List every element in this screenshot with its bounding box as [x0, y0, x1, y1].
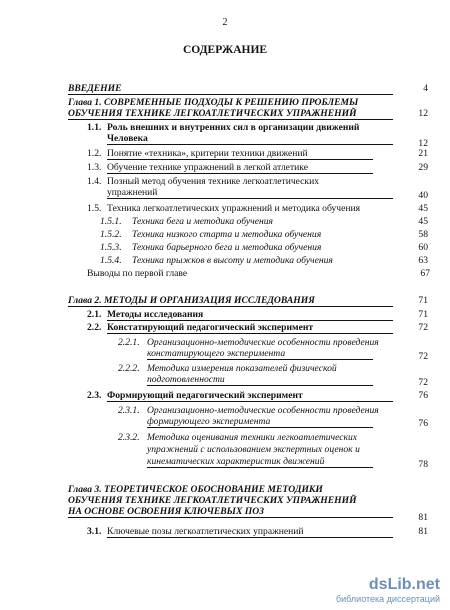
toc-num: 1.4.: [87, 176, 102, 187]
toc-page: 45: [418, 203, 428, 214]
toc-page: 21: [418, 148, 428, 159]
toc-page: 76: [418, 418, 428, 429]
toc-num: 1.3.: [87, 162, 102, 173]
toc-num: 2.3.2.: [118, 432, 140, 443]
toc-page: 71: [418, 309, 428, 320]
toc-entry-1-1: Роль внешних и внутренних сил в организации движений: [107, 122, 360, 133]
toc-num: 2.1.: [87, 309, 102, 320]
toc-page: 76: [418, 390, 428, 401]
toc-entry-2-3-1-cont: формирующего эксперимента: [147, 416, 373, 428]
toc-entry-1-5-3: Техника барьерного бега и методика обучения: [132, 242, 322, 253]
toc-entry-1-2: Понятие «техника», критерии техники движений: [107, 148, 373, 160]
toc-page: 67: [420, 268, 430, 279]
toc-entry-introduction: ВВЕДЕНИЕ: [68, 83, 393, 95]
toc-entry-2-3-2-cont: упражнений с использованием экспертных оценок и: [147, 444, 360, 455]
toc-chapter-2: Глава 2. МЕТОДЫ И ОРГАНИЗАЦИЯ ИССЛЕДОВАНИЯ: [68, 295, 393, 307]
watermark-subtitle: библиотека диссертаций: [335, 594, 440, 604]
toc-num: 2.2.: [87, 322, 102, 333]
toc-num: 2.2.1.: [118, 337, 140, 348]
toc-num: 1.2.: [87, 148, 102, 159]
toc-num: 1.5.1.: [100, 216, 122, 227]
toc-chapter-3-line-2: ОБУЧЕНИЯ ТЕХНИКЕ ЛЕГКОАТЛЕТИЧЕСКИХ УПРАЖНЕНИЙ: [68, 495, 357, 506]
toc-num: 1.1.: [87, 122, 102, 133]
toc-entry-2-2-1-cont: констатирующего эксперимента: [147, 348, 373, 360]
toc-page: 4: [423, 83, 428, 94]
toc-title: СОДЕРЖАНИЕ: [182, 44, 268, 56]
toc-entry-3-1: Ключевые позы легкоатлетических упражнений: [107, 526, 393, 538]
toc-num: 2.3.: [87, 390, 102, 401]
toc-entry-conclusions: Выводы по первой главе: [87, 268, 188, 279]
toc-page: 72: [418, 322, 428, 333]
toc-entry-1-1-cont: Человека: [107, 133, 393, 145]
page-number: 2: [222, 17, 228, 28]
toc-entry-1-3: Обучение технике упражнений в легкой атлетике: [107, 162, 373, 174]
toc-entry-2-3-2: Методика оценивания техники легкоатлетических: [147, 432, 358, 443]
toc-entry-1-5-1: Техника бега и методика обучения: [132, 216, 274, 227]
watermark: [336, 576, 440, 604]
toc-page: 81: [418, 512, 428, 523]
toc-entry-2-3-2-cont2: кинематических характеристик движений: [147, 456, 373, 468]
toc-entry-2-2-2: Методика измерения показателей физической: [147, 363, 337, 374]
toc-page: 58: [418, 229, 428, 240]
toc-entry-2-2: Констатирующий педагогический эксперимент: [107, 322, 393, 334]
toc-page: 71: [418, 295, 428, 306]
toc-entry-2-1: Методы исследования: [107, 309, 393, 321]
toc-page: 45: [418, 216, 428, 227]
toc-num: 2.2.2.: [118, 363, 140, 374]
toc-chapter-3-line-3: НА ОСНОВЕ ОСВОЕНИЯ КЛЮЧЕВЫХ ПОЗ: [68, 506, 393, 518]
toc-entry-1-5-4: Техника прыжков в высоту и методика обучения: [132, 255, 333, 266]
toc-entry-1-4: Позный метод обучения технике легкоатлетических: [107, 176, 320, 187]
toc-page: 29: [418, 162, 428, 173]
toc-num: 2.3.1.: [118, 405, 140, 416]
toc-num: 1.5.3.: [100, 242, 122, 253]
toc-entry-1-5: Техника легкоатлетических упражнений и методика обучения: [107, 203, 361, 214]
toc-chapter-1-line-2: ОБУЧЕНИЯ ТЕХНИКЕ ЛЕГКОАТЛЕТИЧЕСКИХ УПРАЖНЕНИЙ: [68, 108, 393, 120]
toc-page: 12: [418, 108, 428, 119]
toc-page: 72: [418, 351, 428, 362]
toc-page: 60: [418, 242, 428, 253]
toc-num: 1.5.2.: [100, 229, 122, 240]
toc-entry-1-5-2: Техника низкого старта и методика обучения: [132, 229, 322, 240]
toc-entry-2-3-1: Организационно-методические особенности проведения: [147, 405, 379, 416]
toc-page: 40: [418, 190, 428, 201]
toc-chapter-3-line-1: Глава 3. ТЕОРЕТИЧЕСКОЕ ОБОСНОВАНИЕ МЕТОДИКИ: [68, 484, 323, 495]
toc-entry-1-4-cont: упражнений: [107, 187, 393, 199]
toc-num: 1.5.: [87, 203, 102, 214]
watermark-logo: dsLib.net: [368, 576, 440, 593]
toc-num: 1.5.4.: [100, 255, 122, 266]
toc-entry-2-2-1: Организационно-методические особенности проведения: [147, 337, 379, 348]
toc-page: 72: [418, 377, 428, 388]
toc-entry-2-2-2-cont: подготовленности: [147, 374, 373, 386]
toc-page: 81: [418, 526, 428, 537]
toc-page: 78: [418, 459, 428, 470]
toc-num: 3.1.: [87, 526, 102, 537]
toc-page: 63: [418, 255, 428, 266]
toc-page: 12: [418, 138, 428, 149]
toc-entry-2-3: Формирующий педагогический эксперимент: [107, 390, 393, 402]
toc-chapter-1-line-1: Глава 1. СОВРЕМЕННЫЕ ПОДХОДЫ К РЕШЕНИЮ ПРОБЛЕМЫ: [68, 97, 359, 108]
